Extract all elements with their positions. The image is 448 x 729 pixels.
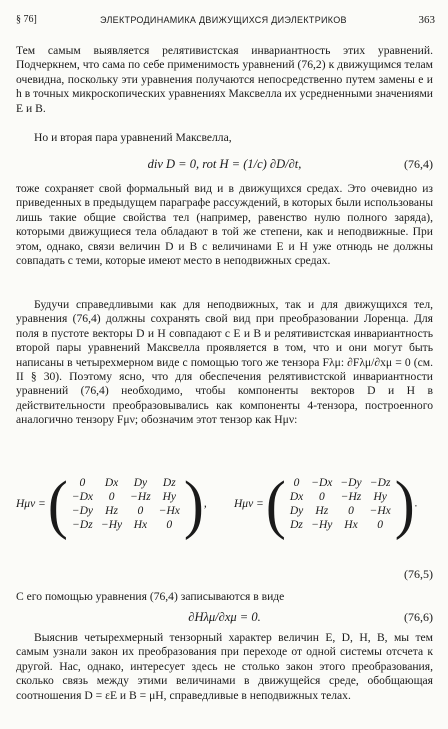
running-header [16, 13, 435, 27]
matrix-right: Hμν =( 0 −Dx −Dy −Dz Dx 0 −Hz Hy Dy Hz 0 −Hx Dz −Hy Hx 0 ). [234, 467, 418, 541]
matrix-left-label: Hμν = [16, 498, 46, 510]
equation-76-5-number [16, 567, 433, 583]
paragraph-4: Будучи справедливыми как для неподвижных, так и для движущихся тел, уравнения (76,4) должны сохранять свой вид при преобразовании Лоренца. Для поля в пустоте векторы D и H совпадают с E и B и релятивистская инвариантность второй пары уравнений Максвелла проявляется в том, что и они могут быть написаны в четырехмерном виде с помощью того же тензора Fλμ: ∂Fλμ/∂xμ = 0 (см. II § 30). Поэтому ясно, что для обеспечения релятивистской инвариантности уравнений (76,4) необходимо, чтобы компоненты векторов D и H в действительности преобразовывались как компоненты 4-тензора, построенного аналогично тензору Fμν; обозначим этот тензор как Hμν: [16, 298, 433, 427]
paragraph-5: С его помощью уравнения (76,4) записываются в виде [16, 590, 285, 603]
equation-number: (76,5) [404, 567, 433, 581]
matrix-right-label: Hμν = [234, 498, 264, 510]
equation-number: (76,6) [404, 610, 433, 624]
equation-formula: div D = 0, rot H = (1/c) ∂D/∂t, [147, 157, 302, 171]
section-ref: § 76] [16, 14, 37, 25]
equation-76-6 [16, 604, 433, 630]
paragraph-2: Но и вторая пара уравнений Максвелла, [34, 131, 232, 144]
matrix-left: Hμν =( 0 Dx Dy Dz −Dx 0 −Hz Hy −Dy Hz 0 −Hx −Dz −Hy Hx 0 ), [16, 467, 207, 541]
running-title: ЭЛЕКТРОДИНАМИКА ДВИЖУЩИХСЯ ДИЭЛЕКТРИКОВ [100, 15, 347, 25]
paragraph-3: тоже сохраняет свой формальный вид и в движущихся средах. Это очевидно из приведенных в предыдущем параграфе рассуждений, в которых были использованы лишь такие общие свойства тел (например, равенство нулю полного заряда), которыми движущиеся тела обладают в той же степени, как и неподвижные. При этом, однако, связи величин D и B с величинами E и H уже отнюдь не должны совпадать с теми, которые имеют место в неподвижных средах. [16, 182, 434, 268]
paragraph-6: Выяснив четырехмерный тензорный характер величин E, D, H, B, мы тем самым узнали закон их преобразования при переходе от одной системы отсчета к другой. Нас, однако, интересует здесь не столько закон этого преобразования, сколько связь между этими величинами в движущейся среде, обобщающая соотношения D = εE и B = μH, справедливые в неподвижных телах. [16, 631, 433, 702]
equation-formula: ∂Hλμ/∂xμ = 0. [188, 610, 261, 624]
equation-76-5 [16, 467, 433, 554]
equation-number: (76,4) [404, 157, 433, 171]
paragraph-1: Тем самым выявляется релятивистская инвариантность этих уравнений. Подчеркнем, что сама по себе применимость уравнений (76,2) к движущимся телам очевидна, поскольку эти уравнения получаются непосредственно путем замены e и h в точных микроскопических уравнениях Максвелла их усредненными значениями E и B. [16, 44, 433, 115]
equation-76-4 [16, 151, 433, 179]
page-number: 363 [418, 14, 435, 26]
